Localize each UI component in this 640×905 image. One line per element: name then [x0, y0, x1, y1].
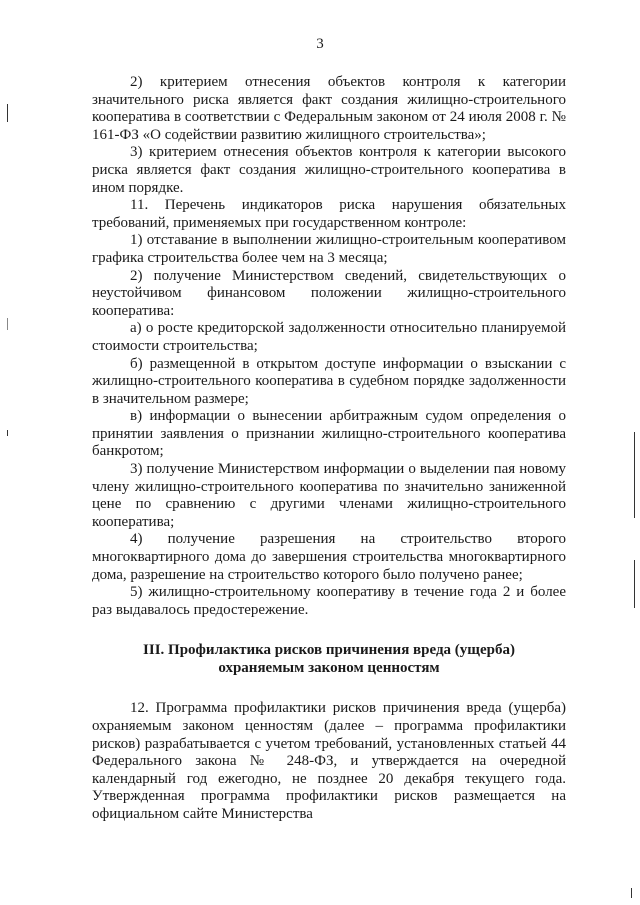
- scan-mark-right-upper: [634, 560, 635, 608]
- paragraph-indicator-5: 5) жилищно-строительному кооперативу в течение года 2 и более раз выдавалось предостережение.: [92, 584, 566, 618]
- paragraph-item-3: 3) критерием отнесения объектов контроля к категории высокого риска является факт создания жилищно-строительного кооператива в ином порядке.: [92, 144, 566, 196]
- paragraph-clause-12: 12. Программа профилактики рисков причинения вреда (ущерба) охраняемым законом ценностям (далее – программа профилактики рисков) разрабатывается с учетом требований, установленных статьей 44 Федерального закона № 248-ФЗ, и утверждается на очередной календарный год ежегодно, не позднее 20 декабря текущего года. Утвержденная программа профилактики рисков размещается на официальном сайте Министерства: [92, 700, 566, 822]
- scan-mark-right-bottom: [631, 888, 632, 898]
- paragraph-indicator-2v: в) информации о вынесении арбитражным судом определения о принятии заявления о признании жилищно-строительного кооператива банкротом;: [92, 408, 566, 460]
- paragraph-indicator-4: 4) получение разрешения на строительство второго многоквартирного дома до завершения строительства многоквартирного дома, разрешение на строительство которого было получено ранее;: [92, 531, 566, 583]
- scan-mark-left-top: [7, 104, 8, 122]
- paragraph-indicator-3: 3) получение Министерством информации о выделении пая новому члену жилищно-строительного кооператива по значительно заниженной цене по сравнению с другими членами жилищно-строительного кооператива;: [92, 461, 566, 530]
- scan-mark-left-low: [7, 430, 8, 436]
- paragraph-item-2: 2) критерием отнесения объектов контроля к категории значительного риска является факт создания жилищно-строительного кооператива в соответствии с Федеральным законом от 24 июля 2008 г. № 161-ФЗ «О содействии развитию жилищного строительства»;: [92, 74, 566, 143]
- section-heading-line-1: III. Профилактика рисков причинения вреда (ущерба): [143, 642, 515, 659]
- paragraph-clause-11: 11. Перечень индикаторов риска нарушения обязательных требований, применяемых при государственном контроле:: [92, 197, 566, 231]
- scan-mark-right-mid: [634, 432, 635, 518]
- document-body: [92, 74, 566, 824]
- scan-mark-left-mid: [7, 318, 8, 330]
- page-number: 3: [316, 36, 324, 52]
- section-heading-line-2: охраняемым законом ценностям: [218, 660, 440, 677]
- paragraph-indicator-1: 1) отставание в выполнении жилищно-строительным кооперативом графика строительства более чем на 3 месяца;: [92, 232, 566, 266]
- paragraph-indicator-2: 2) получение Министерством сведений, свидетельствующих о неустойчивом финансовом положении жилищно-строительного кооператива:: [92, 267, 566, 319]
- paragraph-indicator-2a: а) о росте кредиторской задолженности относительно планируемой стоимости строительства;: [92, 320, 566, 354]
- section-heading: [92, 641, 566, 677]
- paragraph-indicator-2b: б) размещенной в открытом доступе информации о взыскании с жилищно-строительного кооператива в судебном порядке задолженности в значительном размере;: [92, 355, 566, 407]
